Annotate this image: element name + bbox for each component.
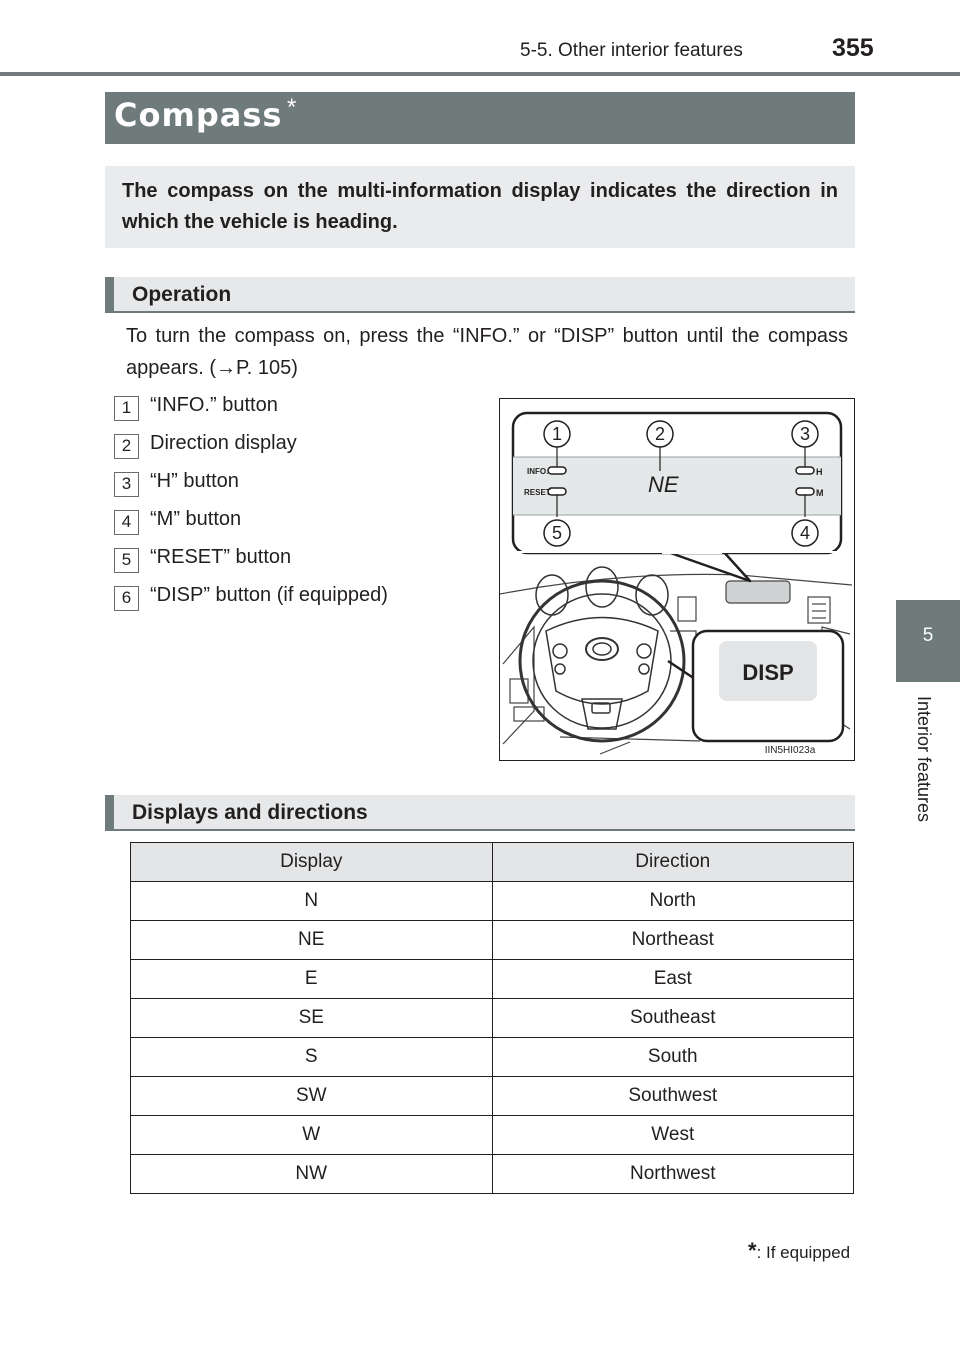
display-cell: S bbox=[131, 1038, 493, 1077]
legend-number: 2 bbox=[114, 434, 139, 459]
info-button-label: INFO. bbox=[527, 467, 549, 476]
direction-cell: Southwest bbox=[492, 1077, 854, 1116]
footnote-text: : If equipped bbox=[756, 1243, 851, 1262]
direction-cell: West bbox=[492, 1116, 854, 1155]
legend-number: 4 bbox=[114, 510, 139, 535]
displays-heading-text: Displays and directions bbox=[132, 801, 368, 824]
table-row bbox=[131, 1116, 854, 1155]
table-row bbox=[131, 1155, 854, 1194]
legend-number: 5 bbox=[114, 548, 139, 573]
page-number: 355 bbox=[832, 34, 874, 62]
table-row bbox=[131, 960, 854, 999]
legend-number: 3 bbox=[114, 472, 139, 497]
legend-text: “M” button bbox=[150, 508, 242, 530]
callout-5: 5 bbox=[551, 523, 563, 543]
legend-item bbox=[114, 506, 484, 544]
compass-illustration bbox=[499, 398, 855, 761]
display-cell: N bbox=[131, 882, 493, 921]
reset-button-label: RESET bbox=[524, 488, 551, 497]
table-row bbox=[131, 1077, 854, 1116]
legend-text: “RESET” button bbox=[150, 546, 292, 568]
display-cell: W bbox=[131, 1116, 493, 1155]
legend-list bbox=[114, 392, 484, 620]
figure-code: IIN5HI023a bbox=[764, 745, 816, 756]
m-button-label: M bbox=[816, 488, 824, 498]
legend-item bbox=[114, 392, 484, 430]
chapter-tab[interactable]: 5 bbox=[896, 600, 960, 682]
intro-text: The compass on the multi-information display indicates the direction in which the vehicle is heading. bbox=[122, 180, 838, 233]
legend-text: “INFO.” button bbox=[150, 394, 278, 416]
callout-2: 2 bbox=[654, 424, 666, 444]
legend-item bbox=[114, 468, 484, 506]
direction-cell: Southeast bbox=[492, 999, 854, 1038]
disp-button-label: DISP bbox=[742, 660, 794, 685]
title-asterisk: * bbox=[287, 94, 297, 121]
h-button-label: H bbox=[816, 467, 823, 477]
table-row bbox=[131, 882, 854, 921]
table-row bbox=[131, 999, 854, 1038]
direction-cell: South bbox=[492, 1038, 854, 1077]
display-cell: SW bbox=[131, 1077, 493, 1116]
column-header: Display bbox=[131, 843, 493, 882]
table-row bbox=[131, 1038, 854, 1077]
running-header-section: 5-5. Other interior features bbox=[520, 40, 743, 61]
display-cell: E bbox=[131, 960, 493, 999]
column-header: Direction bbox=[492, 843, 854, 882]
callout-3: 3 bbox=[799, 424, 811, 444]
display-cell: SE bbox=[131, 999, 493, 1038]
callout-1: 1 bbox=[551, 424, 563, 444]
direction-cell: North bbox=[492, 882, 854, 921]
legend-item bbox=[114, 430, 484, 468]
legend-text: Direction display bbox=[150, 432, 297, 454]
table-header-row bbox=[131, 843, 854, 882]
legend-number: 1 bbox=[114, 396, 139, 421]
footnote-asterisk: * bbox=[748, 1238, 757, 1263]
operation-heading bbox=[105, 277, 855, 313]
display-cell: NE bbox=[131, 921, 493, 960]
chapter-tab-label: Interior features bbox=[914, 696, 934, 823]
legend-text: “DISP” button (if equipped) bbox=[150, 584, 388, 606]
displays-heading bbox=[105, 795, 855, 831]
legend-number: 6 bbox=[114, 586, 139, 611]
legend-item bbox=[114, 582, 484, 620]
display-cell: NW bbox=[131, 1155, 493, 1194]
footnote bbox=[748, 1238, 850, 1264]
direction-readout: NE bbox=[648, 472, 679, 497]
directions-table bbox=[130, 842, 854, 1194]
direction-cell: East bbox=[492, 960, 854, 999]
legend-item bbox=[114, 544, 484, 582]
direction-cell: Northwest bbox=[492, 1155, 854, 1194]
legend-text: “H” button bbox=[150, 470, 239, 492]
operation-heading-text: Operation bbox=[132, 283, 232, 306]
direction-cell: Northeast bbox=[492, 921, 854, 960]
header-divider bbox=[0, 72, 960, 76]
table-row bbox=[131, 921, 854, 960]
operation-body: To turn the compass on, press the “INFO.” or “DISP” button until the compass appears. (→P. 105) bbox=[126, 325, 848, 379]
page-title: Compass bbox=[114, 96, 283, 134]
callout-4: 4 bbox=[799, 523, 811, 543]
